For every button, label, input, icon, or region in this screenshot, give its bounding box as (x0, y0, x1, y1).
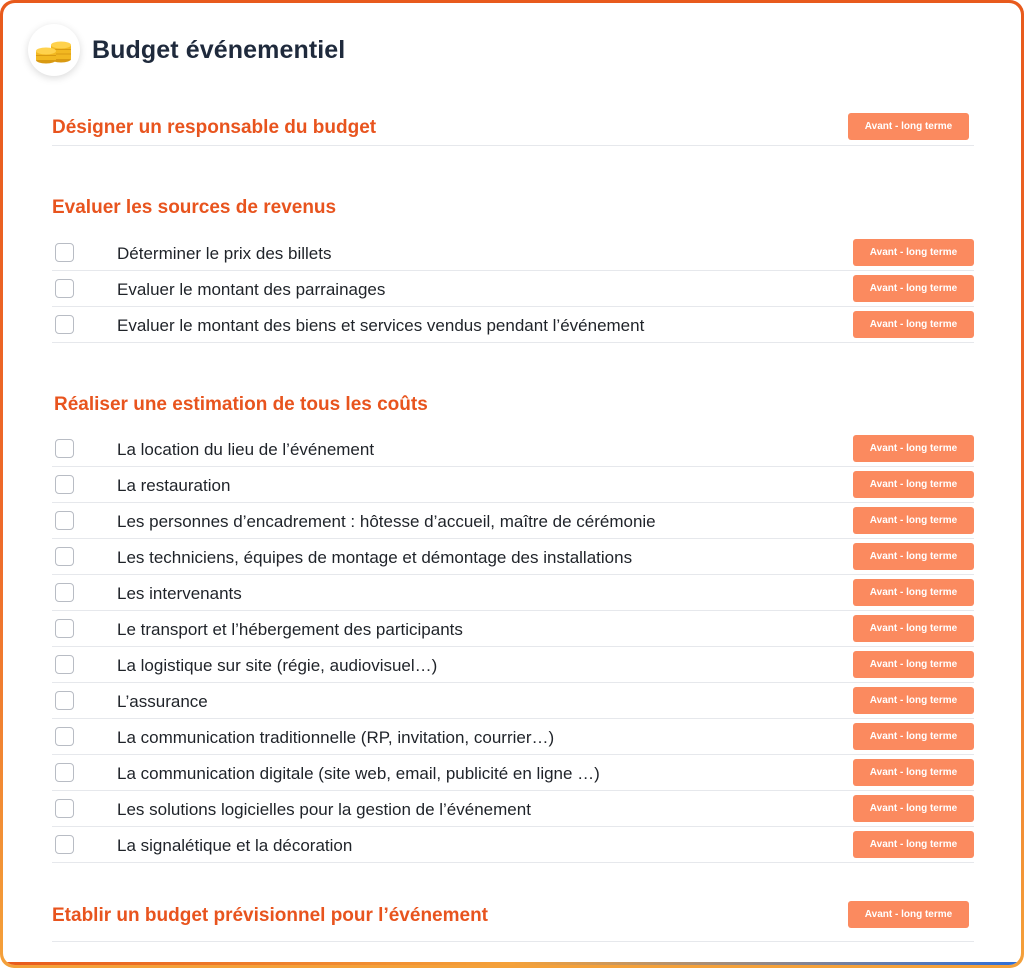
section-title-couts: Réaliser une estimation de tous les coûts (54, 394, 428, 415)
page-title: Budget événementiel (92, 35, 346, 64)
timing-badge[interactable]: Avant - long terme (853, 759, 974, 786)
item-checkbox[interactable] (55, 279, 74, 298)
item-checkbox[interactable] (55, 727, 74, 746)
item-label: Les personnes d’encadrement : hôtesse d’accueil, maître de cérémonie (117, 512, 656, 531)
item-checkbox[interactable] (55, 691, 74, 710)
header (28, 23, 345, 77)
list-item (52, 755, 974, 791)
list-item (52, 503, 974, 539)
item-checkbox[interactable] (55, 655, 74, 674)
item-label: La communication traditionnelle (RP, invitation, courrier…) (117, 728, 555, 747)
list-item (52, 827, 974, 863)
item-checkbox[interactable] (55, 439, 74, 458)
item-label: Les techniciens, équipes de montage et démontage des installations (117, 548, 633, 567)
divider (52, 145, 974, 146)
list-item (52, 539, 974, 575)
item-label: L’assurance (117, 692, 208, 711)
timing-badge[interactable]: Avant - long terme (853, 831, 974, 858)
timing-badge[interactable]: Avant - long terme (853, 543, 974, 570)
item-label: Les intervenants (117, 584, 242, 603)
item-label: La signalétique et la décoration (117, 836, 353, 855)
timing-badge[interactable]: Avant - long terme (853, 435, 974, 462)
item-label: La location du lieu de l’événement (117, 440, 375, 459)
list-item (52, 467, 974, 503)
timing-badge[interactable]: Avant - long terme (853, 687, 974, 714)
list-item (52, 307, 974, 343)
timing-badge[interactable]: Avant - long terme (848, 901, 969, 928)
section-title-revenus: Evaluer les sources de revenus (52, 197, 337, 218)
item-checkbox[interactable] (55, 835, 74, 854)
timing-badge[interactable]: Avant - long terme (853, 795, 974, 822)
item-label: Evaluer le montant des parrainages (117, 280, 386, 299)
timing-badge[interactable]: Avant - long terme (853, 579, 974, 606)
timing-badge[interactable]: Avant - long terme (853, 723, 974, 750)
list-item (52, 791, 974, 827)
list-item (52, 647, 974, 683)
item-checkbox[interactable] (55, 799, 74, 818)
checklist-card (3, 3, 1021, 965)
timing-badge[interactable]: Avant - long terme (853, 311, 974, 338)
list-item (52, 431, 974, 467)
item-checkbox[interactable] (55, 315, 74, 334)
section-title-previsionnel: Etablir un budget prévisionnel pour l’événement (52, 905, 489, 926)
timing-badge[interactable]: Avant - long terme (848, 113, 969, 140)
timing-badge[interactable]: Avant - long terme (853, 275, 974, 302)
timing-badge[interactable]: Avant - long terme (853, 615, 974, 642)
list-item (52, 611, 974, 647)
timing-badge[interactable]: Avant - long terme (853, 651, 974, 678)
item-label: Le transport et l’hébergement des participants (117, 620, 463, 639)
timing-badge[interactable]: Avant - long terme (853, 507, 974, 534)
item-checkbox[interactable] (55, 475, 74, 494)
list-item (52, 575, 974, 611)
item-label: La restauration (117, 476, 231, 495)
section-title-responsable: Désigner un responsable du budget (52, 117, 377, 138)
item-label: La logistique sur site (régie, audiovisuel…) (117, 656, 438, 675)
item-checkbox[interactable] (55, 511, 74, 530)
list-item (52, 271, 974, 307)
item-label: La communication digitale (site web, email, publicité en ligne …) (117, 764, 600, 783)
item-label: Evaluer le montant des biens et services vendus pendant l’événement (117, 316, 645, 335)
timing-badge[interactable]: Avant - long terme (853, 471, 974, 498)
divider (52, 941, 974, 942)
item-checkbox[interactable] (55, 583, 74, 602)
item-label: Déterminer le prix des billets (117, 244, 332, 263)
list-item (52, 719, 974, 755)
item-checkbox[interactable] (55, 619, 74, 638)
item-checkbox[interactable] (55, 547, 74, 566)
coins-icon (28, 24, 80, 76)
list-item (52, 235, 974, 271)
item-checkbox[interactable] (55, 243, 74, 262)
item-label: Les solutions logicielles pour la gestion de l’événement (117, 800, 531, 819)
list-item (52, 683, 974, 719)
item-checkbox[interactable] (55, 763, 74, 782)
timing-badge[interactable]: Avant - long terme (853, 239, 974, 266)
